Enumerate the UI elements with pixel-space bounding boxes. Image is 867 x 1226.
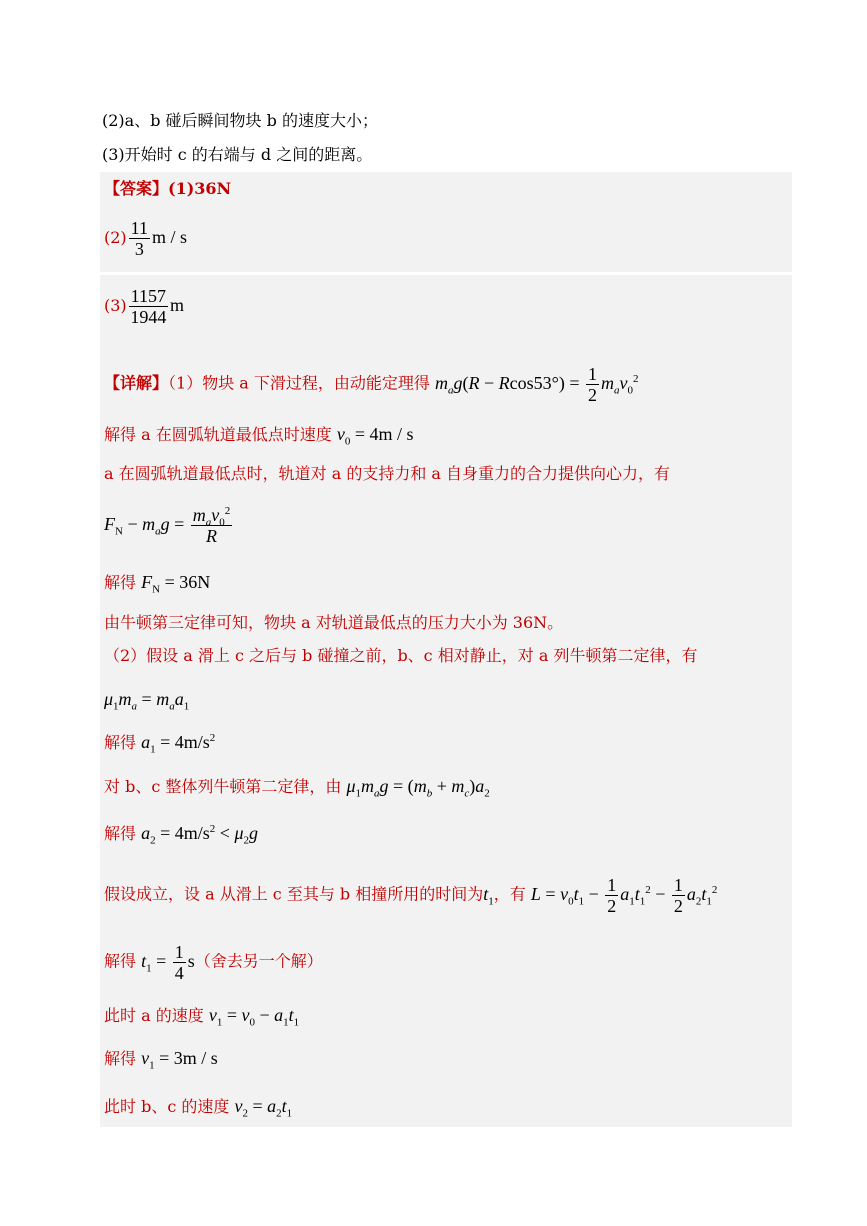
v0-equation: $v_0 = 4m / s$: [336, 424, 414, 448]
detail-line-3: a 在圆弧轨道最低点时，轨道对 a 的支持力和 a 自身重力的合力提供向心力，有: [104, 464, 671, 483]
detail-tag: 【详解】: [104, 373, 169, 393]
detail-line-15: 解得 $v_1 = 3m / s$: [104, 1048, 218, 1072]
detail-line-13: 解得 $t_1$ = $\frac{1}{4}$ s（舍去另一个解）: [104, 942, 323, 983]
v2-equation: $v_2 = a_2t_1$: [234, 1096, 293, 1120]
question-2: (2)a、b 碰后瞬间物块 b 的速度大小；: [102, 111, 378, 130]
a2-result: $a_2 = 4m/s^2 < \mu_2g$: [141, 823, 258, 847]
answer-2-prefix: (2): [104, 228, 127, 247]
detail-line-2: 解得 a 在圆弧轨道最低点时速度 $v_0 = 4m / s$: [104, 424, 414, 448]
detail-line-11: 解得 $a_2 = 4m/s^2 < \mu_2g$: [104, 823, 258, 847]
answer-3-prefix: (3): [104, 296, 127, 315]
answer-line-3: [104, 286, 184, 327]
answer-2-fraction: $\frac{11}{3}$: [130, 218, 149, 259]
question-3: (3)开始时 c 的右端与 d 之间的距离。: [102, 145, 373, 164]
detail-line-10: 对 b、c 整体列牛顿第二定律，由 $\mu_1m_ag = (m_b + m_c)a_2$: [104, 776, 490, 800]
v1-result: $v_1 = 3m / s$: [141, 1048, 218, 1072]
detail-line-5: 解得 $F_N = 36N$: [104, 572, 211, 596]
answer-tag: 【答案】: [104, 179, 169, 198]
detail-line-6: 由牛顿第三定律可知，物块 a 对轨道最低点的压力大小为 36N。: [104, 613, 564, 632]
detail-line-8: [104, 688, 189, 711]
detail-line-1: 【详解】（1）物块 a 下滑过程，由动能定理得 $m_ag(R - Rcos53^\circ)$ = $\frac{1}{2}$ $m_av_0^2$: [104, 364, 639, 405]
energy-equation: $m_ag(R - Rcos53^\circ)$ = $\frac{1}{2}$ $m_av_0^2$: [435, 364, 639, 405]
normal-force-equation: $F_N - m_ag$ = $\frac{m_av_0^2}{R}$: [104, 505, 231, 546]
detail-line-12: 假设成立，设 a 从滑上 c 至其与 b 相撞所用的时间为$t_1$，有 $L = v_0t_1$ − $\frac{1}{2}$ $a_1t_1^2$ − $\frac{1}{2}$ $a_2t_1^2$: [104, 875, 718, 916]
detail-line-16: 此时 b、c 的速度 $v_2 = a_2t_1$: [104, 1096, 293, 1120]
a1-result: $a_1 = 4m/s^2$: [141, 732, 216, 756]
answer-2-unit: m / s: [152, 227, 188, 247]
t1-result: $t_1$ = $\frac{1}{4}$ s: [141, 942, 195, 983]
answer-3-unit: m: [170, 295, 185, 315]
newton-a-equation: $\mu_1m_a = m_aa_1$: [104, 689, 190, 713]
v1-equation: $v_1 = v_0 - a_1t_1$: [208, 1005, 300, 1029]
answer-1: (1)36N: [168, 179, 232, 198]
fn-result: $F_N = 36N$: [141, 572, 211, 596]
newton-bc-equation: $\mu_1m_ag = (m_b + m_c)a_2$: [346, 776, 490, 800]
detail-line-7: （2）假设 a 滑上 c 之后与 b 碰撞之前，b、c 相对静止，对 a 列牛顿第二定律，有: [104, 646, 698, 665]
detail-line-14: 此时 a 的速度 $v_1 = v_0 - a_1t_1$: [104, 1005, 300, 1029]
answer-line-1: [104, 178, 231, 200]
detail-line-4: [104, 505, 234, 546]
answer-3-fraction: $\frac{1157}{1944}$: [130, 286, 167, 327]
answer-line-2: [104, 218, 187, 259]
detail-line-9: 解得 $a_1 = 4m/s^2$: [104, 732, 216, 756]
displacement-equation: $L = v_0t_1$ − $\frac{1}{2}$ $a_1t_1^2$ − $\frac{1}{2}$ $a_2t_1^2$: [530, 875, 718, 916]
